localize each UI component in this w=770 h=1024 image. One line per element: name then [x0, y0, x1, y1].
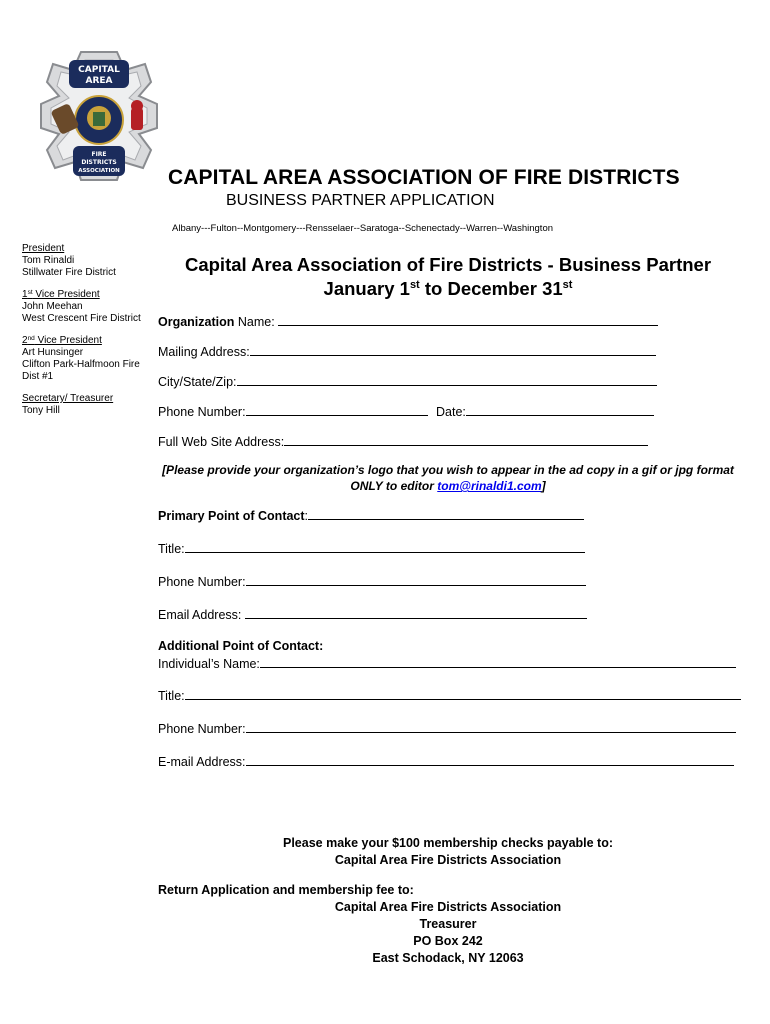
mailing-address-field[interactable]: Mailing Address: — [158, 344, 656, 359]
svg-text:AREA: AREA — [85, 76, 113, 86]
additional-title-field[interactable]: Title: — [158, 688, 741, 703]
form-title: Capital Area Association of Fire Districts - Business Partner January 1st to December 31st — [184, 254, 712, 299]
payment-instructions: Please make your $100 membership checks payable to: Capital Area Fire Districts Association — [282, 836, 614, 867]
city-state-zip-field[interactable]: City/State/Zip: — [158, 374, 657, 389]
officer-affiliation: Stillwater Fire District — [22, 267, 116, 278]
website-field[interactable]: Full Web Site Address: — [158, 434, 648, 449]
date-field[interactable]: Date: — [436, 404, 654, 419]
additional-phone-field[interactable]: Phone Number: — [158, 721, 736, 736]
officer-vp2 — [22, 335, 147, 383]
additional-contact-heading: Additional Point of Contact: — [158, 639, 324, 653]
svg-text:DISTRICTS: DISTRICTS — [81, 159, 117, 166]
officer-name: John Meehan — [22, 301, 83, 312]
officer-role: President — [22, 243, 65, 254]
officer-role: 2nd Vice President — [22, 335, 102, 346]
primary-contact-field[interactable]: Primary Point of Contact: — [158, 508, 584, 523]
officer-role: Secretary/ Treasurer — [22, 393, 114, 404]
email-address-field[interactable]: Email Address: — [158, 607, 587, 622]
officer-president — [22, 243, 147, 279]
officer-name: Tom Rinaldi — [22, 255, 75, 266]
mailing-address-block: Capital Area Fire Districts Association Treasurer PO Box 242 East Schodack, NY 12063 — [334, 900, 562, 965]
counties-list: Albany---Fulton--Montgomery---Rensselaer--Saratoga--Schenectady--Warren--Washington — [172, 223, 554, 234]
officers-sidebar — [22, 243, 147, 427]
officer-affiliation: Clifton Park-Halfmoon Fire Dist #1 — [22, 359, 140, 382]
svg-text:ASSOCIATION: ASSOCIATION — [78, 168, 120, 174]
editor-email-link[interactable]: tom@rinaldi1.com — [437, 479, 542, 493]
phone-number-field[interactable]: Phone Number: — [158, 404, 428, 419]
primary-phone-field[interactable]: Phone Number: — [158, 574, 586, 589]
officer-name: Tony Hill — [22, 405, 60, 416]
svg-text:FIRE: FIRE — [91, 151, 107, 158]
title-field[interactable]: Title: — [158, 541, 585, 556]
logo-notice: [Please provide your organization’s logo that you wish to appear in the ad copy in a gif or jpg format ONLY to editor tom@rinaldi1.com] — [162, 463, 734, 493]
return-label: Return Application and membership fee to: — [158, 883, 414, 897]
officer-treasurer — [22, 393, 147, 417]
application-subtitle: BUSINESS PARTNER APPLICATION — [226, 192, 495, 209]
officer-name: Art Hunsinger — [22, 347, 84, 358]
officer-role: 1st Vice President — [22, 289, 100, 300]
svg-text:CAPITAL: CAPITAL — [78, 65, 120, 75]
officer-vp1 — [22, 289, 147, 325]
individual-name-field[interactable]: Individual’s Name: — [158, 656, 736, 671]
fire-districts-logo — [33, 46, 165, 184]
organization-name-field[interactable]: Organization Name: — [158, 314, 658, 329]
organization-title: CAPITAL AREA ASSOCIATION OF FIRE DISTRICTS — [168, 166, 680, 189]
additional-email-field[interactable]: E-mail Address: — [158, 754, 734, 769]
officer-affiliation: West Crescent Fire District — [22, 313, 141, 324]
